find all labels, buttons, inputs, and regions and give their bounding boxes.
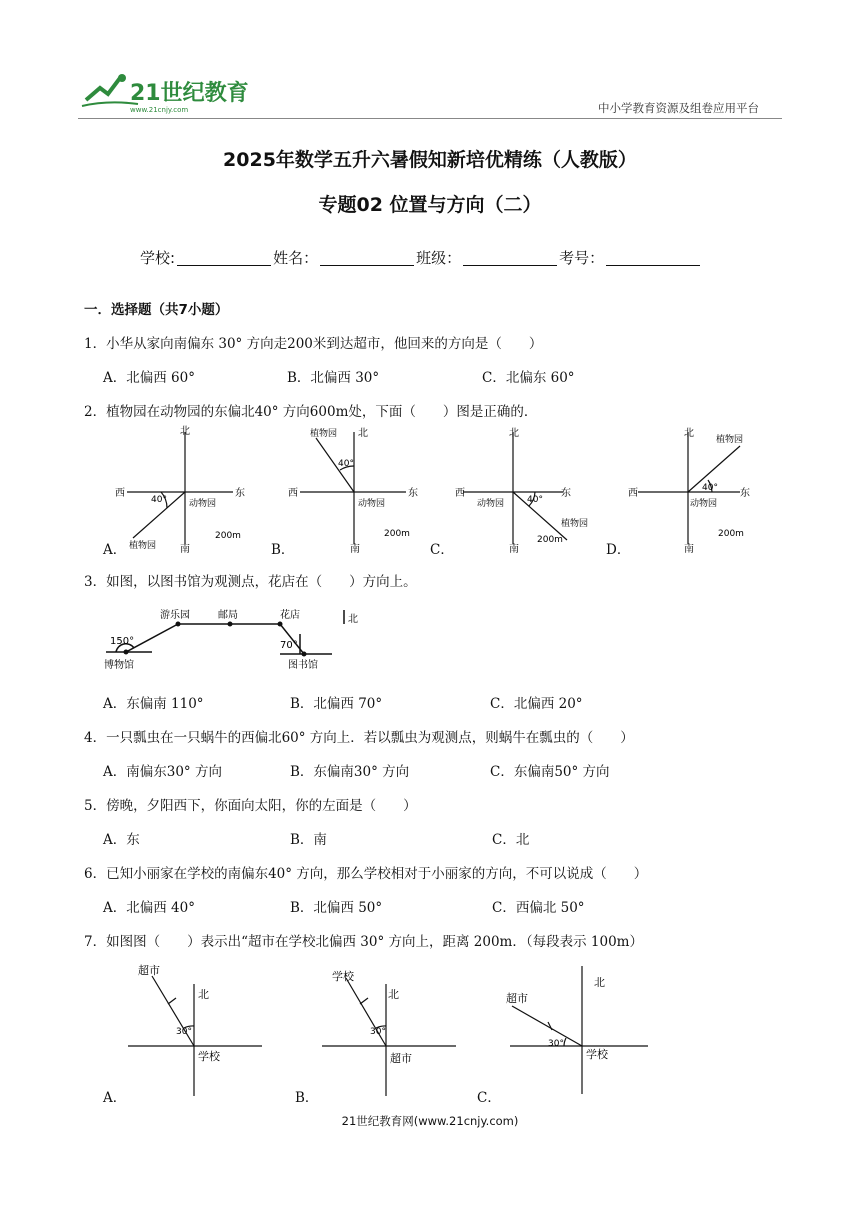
svg-text:150°: 150° (110, 636, 135, 647)
q7-option-b[interactable]: B． (295, 1090, 319, 1106)
svg-text:北: 北 (684, 428, 694, 439)
q2-option-a[interactable]: A． (103, 542, 127, 558)
svg-text:超市: 超市 (138, 964, 160, 977)
svg-text:植物园: 植物园 (561, 519, 589, 529)
q4-option-c[interactable]: C．东偏南50° 方向 (490, 764, 610, 780)
svg-text:30°: 30° (548, 1039, 564, 1049)
logo-url: www.21cnjy.com (130, 106, 189, 114)
class-label: 班级： (416, 249, 462, 267)
platform-name: 中小学教育资源及组卷应用平台 (598, 101, 759, 115)
q3-figure (104, 604, 374, 676)
student-info (140, 247, 702, 268)
q7-figure-b (322, 960, 462, 1100)
svg-text:博物馆: 博物馆 (104, 660, 134, 671)
header-divider (78, 118, 782, 119)
page-title: 2025年数学五升六暑假知新培优精练（人教版） (223, 149, 637, 171)
svg-text:东: 东 (561, 488, 571, 499)
q5-option-b[interactable]: B．南 (290, 832, 327, 848)
svg-text:70°: 70° (280, 640, 298, 651)
q4-option-a[interactable]: A．南偏东30° 方向 (103, 764, 222, 780)
logo-text: 21世纪教育 (130, 81, 248, 106)
q7-option-c[interactable]: C． (477, 1090, 501, 1106)
svg-text:200m: 200m (537, 535, 563, 545)
exam-no-field[interactable] (606, 250, 700, 266)
svg-text:学校: 学校 (332, 970, 354, 983)
svg-text:超市: 超市 (506, 992, 528, 1005)
zoo-label: 动物园 (189, 499, 217, 509)
svg-text:西: 西 (288, 488, 298, 499)
q2-figure-d (628, 422, 758, 554)
svg-text:北: 北 (348, 614, 358, 625)
svg-text:东: 东 (408, 488, 418, 499)
north-label: 北 (180, 426, 190, 437)
svg-text:植物园: 植物园 (716, 435, 744, 445)
svg-text:北: 北 (198, 988, 209, 1001)
svg-text:邮局: 邮局 (218, 610, 238, 621)
q6-option-c[interactable]: C．西偏北 50° (492, 900, 585, 916)
svg-text:200m: 200m (384, 529, 410, 539)
svg-text:40°: 40° (702, 483, 718, 493)
svg-text:西: 西 (455, 488, 465, 499)
garden-label: 植物园 (129, 541, 157, 551)
q2-option-b[interactable]: B． (271, 542, 295, 558)
name-field[interactable] (320, 250, 414, 266)
svg-text:北: 北 (594, 976, 605, 989)
q1-option-b[interactable]: B．北偏西 30° (287, 370, 380, 386)
q3-option-a[interactable]: A．东偏南 110° (103, 696, 204, 712)
svg-text:北: 北 (358, 428, 368, 439)
svg-text:北: 北 (388, 988, 399, 1001)
svg-text:超市: 超市 (390, 1052, 412, 1065)
south-label: 南 (180, 544, 190, 554)
east-label: 东 (235, 488, 245, 499)
question-7-stem: 7．如图图（ ）表示出“超市在学校北偏西 30° 方向上，距离 200m．（每段表示 100m） (84, 934, 643, 950)
q2-option-d[interactable]: D． (606, 542, 631, 558)
svg-text:西: 西 (628, 488, 638, 499)
q6-option-b[interactable]: B．北偏西 50° (290, 900, 383, 916)
class-field[interactable] (463, 250, 557, 266)
svg-text:南: 南 (509, 544, 519, 554)
q7-figure-c (500, 966, 660, 1098)
svg-text:学校: 学校 (198, 1050, 220, 1063)
q1-option-c[interactable]: C．北偏东 60° (482, 370, 575, 386)
q5-option-a[interactable]: A．东 (103, 832, 140, 848)
q4-option-b[interactable]: B．东偏南30° 方向 (290, 764, 410, 780)
school-label: 学校: (140, 249, 176, 267)
q2-option-c[interactable]: C． (430, 542, 454, 558)
question-5-stem: 5．傍晚，夕阳西下，你面向太阳，你的左面是（ ） (84, 798, 417, 814)
svg-text:200m: 200m (718, 529, 744, 539)
section-heading: 一．选择题（共7小题） (84, 302, 229, 318)
svg-text:动物园: 动物园 (690, 499, 718, 509)
angle-label: 40° (151, 495, 167, 505)
question-6-stem: 6．已知小丽家在学校的南偏东40° 方向，那么学校相对于小丽家的方向，不可以说成（ ） (84, 866, 648, 882)
page-subtitle: 专题02 位置与方向（二） (318, 194, 542, 216)
svg-text:花店: 花店 (280, 610, 300, 621)
name-label: 姓名： (273, 249, 319, 267)
svg-text:南: 南 (684, 544, 694, 554)
svg-text:图书馆: 图书馆 (288, 660, 318, 671)
svg-text:植物园: 植物园 (310, 429, 338, 439)
q3-option-c[interactable]: C．北偏西 20° (490, 696, 583, 712)
q6-option-a[interactable]: A．北偏西 40° (103, 900, 195, 916)
q7-figure-a (128, 960, 268, 1100)
svg-text:南: 南 (350, 544, 360, 554)
west-label: 西 (115, 488, 125, 499)
question-2-stem: 2．植物园在动物园的东偏北40° 方向600m处，下面（ ）图是正确的． (84, 404, 538, 420)
site-logo (78, 70, 248, 116)
q2-figure-b (288, 422, 428, 554)
q1-option-a[interactable]: A．北偏西 60° (103, 370, 195, 386)
q2-figure-a (115, 422, 255, 554)
exam-no-label: 考号： (559, 249, 605, 267)
q3-option-b[interactable]: B．北偏西 70° (290, 696, 383, 712)
svg-text:40°: 40° (527, 495, 543, 505)
q7-option-a[interactable]: A． (103, 1090, 127, 1106)
svg-text:学校: 学校 (586, 1048, 608, 1061)
question-4-stem: 4．一只瓢虫在一只蜗牛的西偏北60° 方向上．若以瓢虫为观测点，则蜗牛在瓢虫的（ ） (84, 730, 634, 746)
q2-figure-c (455, 422, 605, 554)
svg-text:游乐园: 游乐园 (160, 610, 190, 621)
question-1-stem: 1．小华从家向南偏东 30° 方向走200米到达超市，他回来的方向是（ ） (84, 336, 543, 352)
svg-text:30°: 30° (176, 1027, 192, 1037)
page-footer: 21世纪教育网(www.21cnjy.com) (341, 1114, 519, 1128)
svg-text:40°: 40° (338, 459, 354, 469)
svg-text:30°: 30° (370, 1027, 386, 1037)
svg-text:动物园: 动物园 (358, 499, 386, 509)
scale-label: 200m (215, 531, 241, 541)
question-3-stem: 3．如图，以图书馆为观测点，花店在（ ）方向上。 (84, 574, 417, 590)
svg-text:东: 东 (740, 488, 750, 499)
q5-option-c[interactable]: C．北 (492, 832, 530, 848)
svg-text:动物园: 动物园 (477, 499, 505, 509)
svg-text:北: 北 (509, 428, 519, 439)
school-field[interactable] (177, 250, 271, 266)
